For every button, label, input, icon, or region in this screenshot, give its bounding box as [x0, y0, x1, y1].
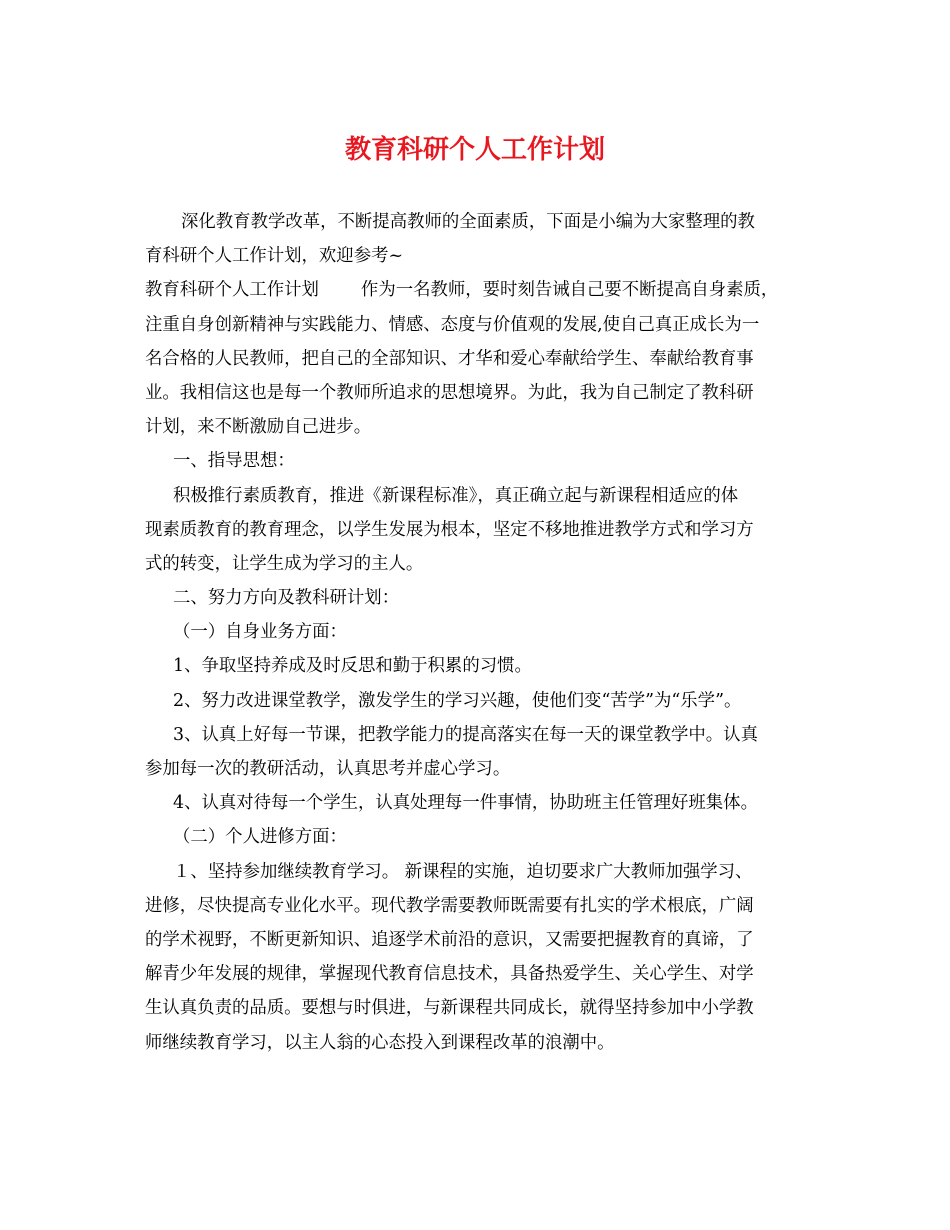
list-item: 1、争取坚持养成及时反思和勤于积累的习惯。 [173, 656, 532, 677]
list-item: 2、努力改进课堂教学，激发学生的学习兴趣，使他们变“苦学”为“乐学”。 [173, 690, 742, 711]
paragraph-line: 式的转变，让学生成为学习的主人。 [145, 553, 424, 574]
paragraph-line: 名合格的人民教师，把自己的全部知识、才华和爱心奉献给学生、奉献给教育事 [145, 348, 754, 369]
paragraph-line: 深化教育教学改革，不断提高教师的全面素质，下面是小编为大家整理的教 [181, 212, 755, 232]
paragraph-line: 进修，尽快提高专业化水平。现代教学需要教师既需要有扎实的学术根底，广阔 [145, 895, 754, 916]
list-item: 4、认真对待每一个学生，认真处理每一件事情，协助班主任管理好班集体。 [173, 793, 758, 814]
paragraph-line: 育科研个人工作计划，欢迎参考~ [145, 246, 404, 267]
paragraph-line: 注重自身创新精神与实践能力、情感、态度与价值观的发展,使自己真正成长为一 [145, 314, 760, 335]
section-heading: 二、努力方向及教科研计划： [173, 588, 400, 609]
paragraph-line: 生认真负责的品质。要想与时俱进，与新课程共同成长，就得坚持参加中小学教 [145, 998, 754, 1019]
section-heading: 一、指导思想： [173, 451, 295, 472]
paragraph-line: 师继续教育学习，以主人翁的心态投入到课程改革的浪潮中。 [145, 1032, 615, 1053]
document-title: 教育科研个人工作计划 [344, 135, 605, 165]
paragraph-line: 积极推行素质教育，推进《新课程标准》，真正确立起与新课程相适应的体 [173, 485, 739, 506]
list-item: 3、认真上好每一节课，把教学能力的提高落实在每一天的课堂教学中。认真 [173, 724, 758, 745]
paragraph-line: 计划，来不断激励自己进步。 [145, 417, 372, 438]
paragraph-text: 作为一名教师，要时刻告诫自己要不断提高自身素质， [360, 280, 779, 301]
paragraph-line: 现素质教育的教育理念，以学生发展为根本，坚定不移地推进教学方式和学习方 [145, 519, 754, 540]
subsection-heading: （二）个人进修方面： [173, 827, 347, 848]
list-item: １、坚持参加继续教育学习。 新课程的实施，迫切要求广大教师加强学习、 [173, 861, 753, 882]
paragraph-line: 的学术视野，不断更新知识、追逐学术前沿的意识，又需要把握教育的真谛，了 [145, 929, 754, 950]
paragraph-line: 解青少年发展的规律，掌握现代教育信息技术，具备热爱学生、关心学生、对学 [145, 964, 754, 985]
paragraph-line [145, 273, 817, 307]
document-body [145, 205, 817, 1060]
paragraph-line: 参加每一次的教研活动，认真思考并虚心学习。 [145, 759, 511, 779]
subsection-heading: （一）自身业务方面： [173, 622, 347, 643]
paragraph-line: 业。我相信这也是每一个教师所追求的思想境界。为此，我为自己制定了教科研 [145, 382, 754, 403]
section-heading-inline: 教育科研个人工作计划 [145, 280, 319, 301]
